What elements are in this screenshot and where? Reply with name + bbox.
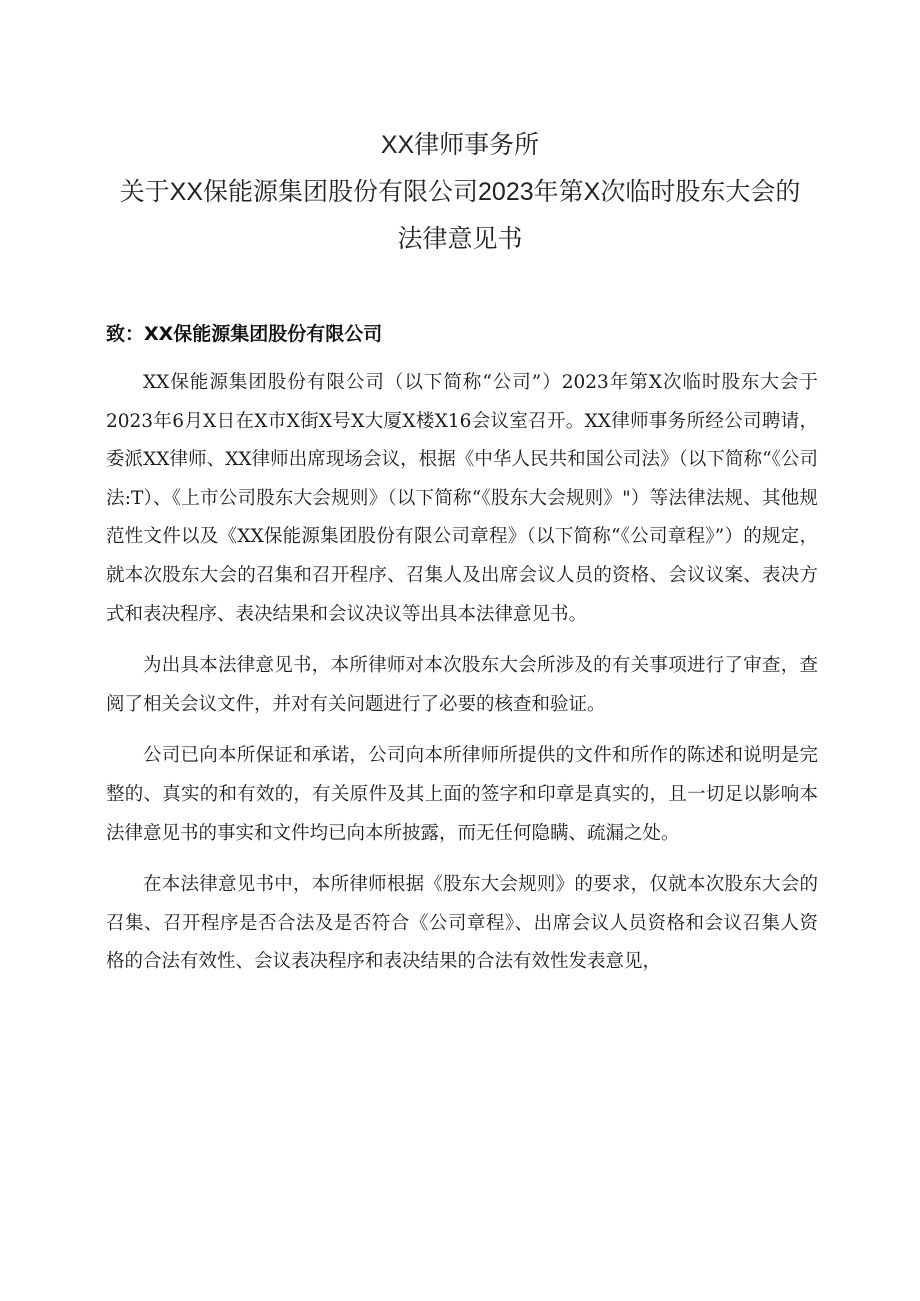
paragraph-company-warranty: 公司已向本所保证和承诺，公司向本所律师所提供的文件和所作的陈述和说明是完整的、真实的和有效的，有关原件及其上面的签字和印章是真实的，且一切足以影响本法律意见书的事实和文件均已向本所披露，而无任何隐瞒、疏漏之处。 [106,745,818,844]
title-line-doc-type: 法律意见书 [397,225,523,253]
body-text [106,364,818,995]
paragraph-scope: 在本法律意见书中，本所律师根据《股东大会规则》的要求，仅就本次股东大会的召集、召开程序是否合法及是否符合《公司章程》、出席会议人员资格和会议召集人资格的合法有效性、会议表决程序和表决结果的合法有效性发表意见， [106,874,818,973]
title-line-firm: XX律师事务所 [380,131,540,159]
document-title [0,122,920,263]
paragraph-meeting-info: XX保能源集团股份有限公司（以下简称“公司”）2023年第X次临时股东大会于2023年6月X日在X市X街X号X大厦X楼X16会议室召开。XX律师事务所经公司聘请，委派XX律师、XX律师出席现场会议，根据《中华人民共和国公司法》（以下简称“《公司法:T）、《上市公司股东大会规则》（以下简称“《股东大会规则》"）等法律法规、其他规范性文件以及《XX保能源集团股份有限公司章程》（以下简称“《公司章程》”）的规定，就本次股东大会的召集和召开程序、召集人及出席会议人员的资格、会议议案、表决方式和表决程序、表决结果和会议决议等出具本法律意见书。 [106,372,818,625]
paragraph-review: 为出具本法律意见书，本所律师对本次股东大会所涉及的有关事项进行了审查，查阅了相关会议文件，并对有关问题进行了必要的核查和验证。 [106,655,818,715]
addressee: 致：XX保能源集团股份有限公司 [106,323,383,345]
title-line-subject: 关于XX保能源集团股份有限公司2023年第X次临时股东大会的 [119,178,801,206]
